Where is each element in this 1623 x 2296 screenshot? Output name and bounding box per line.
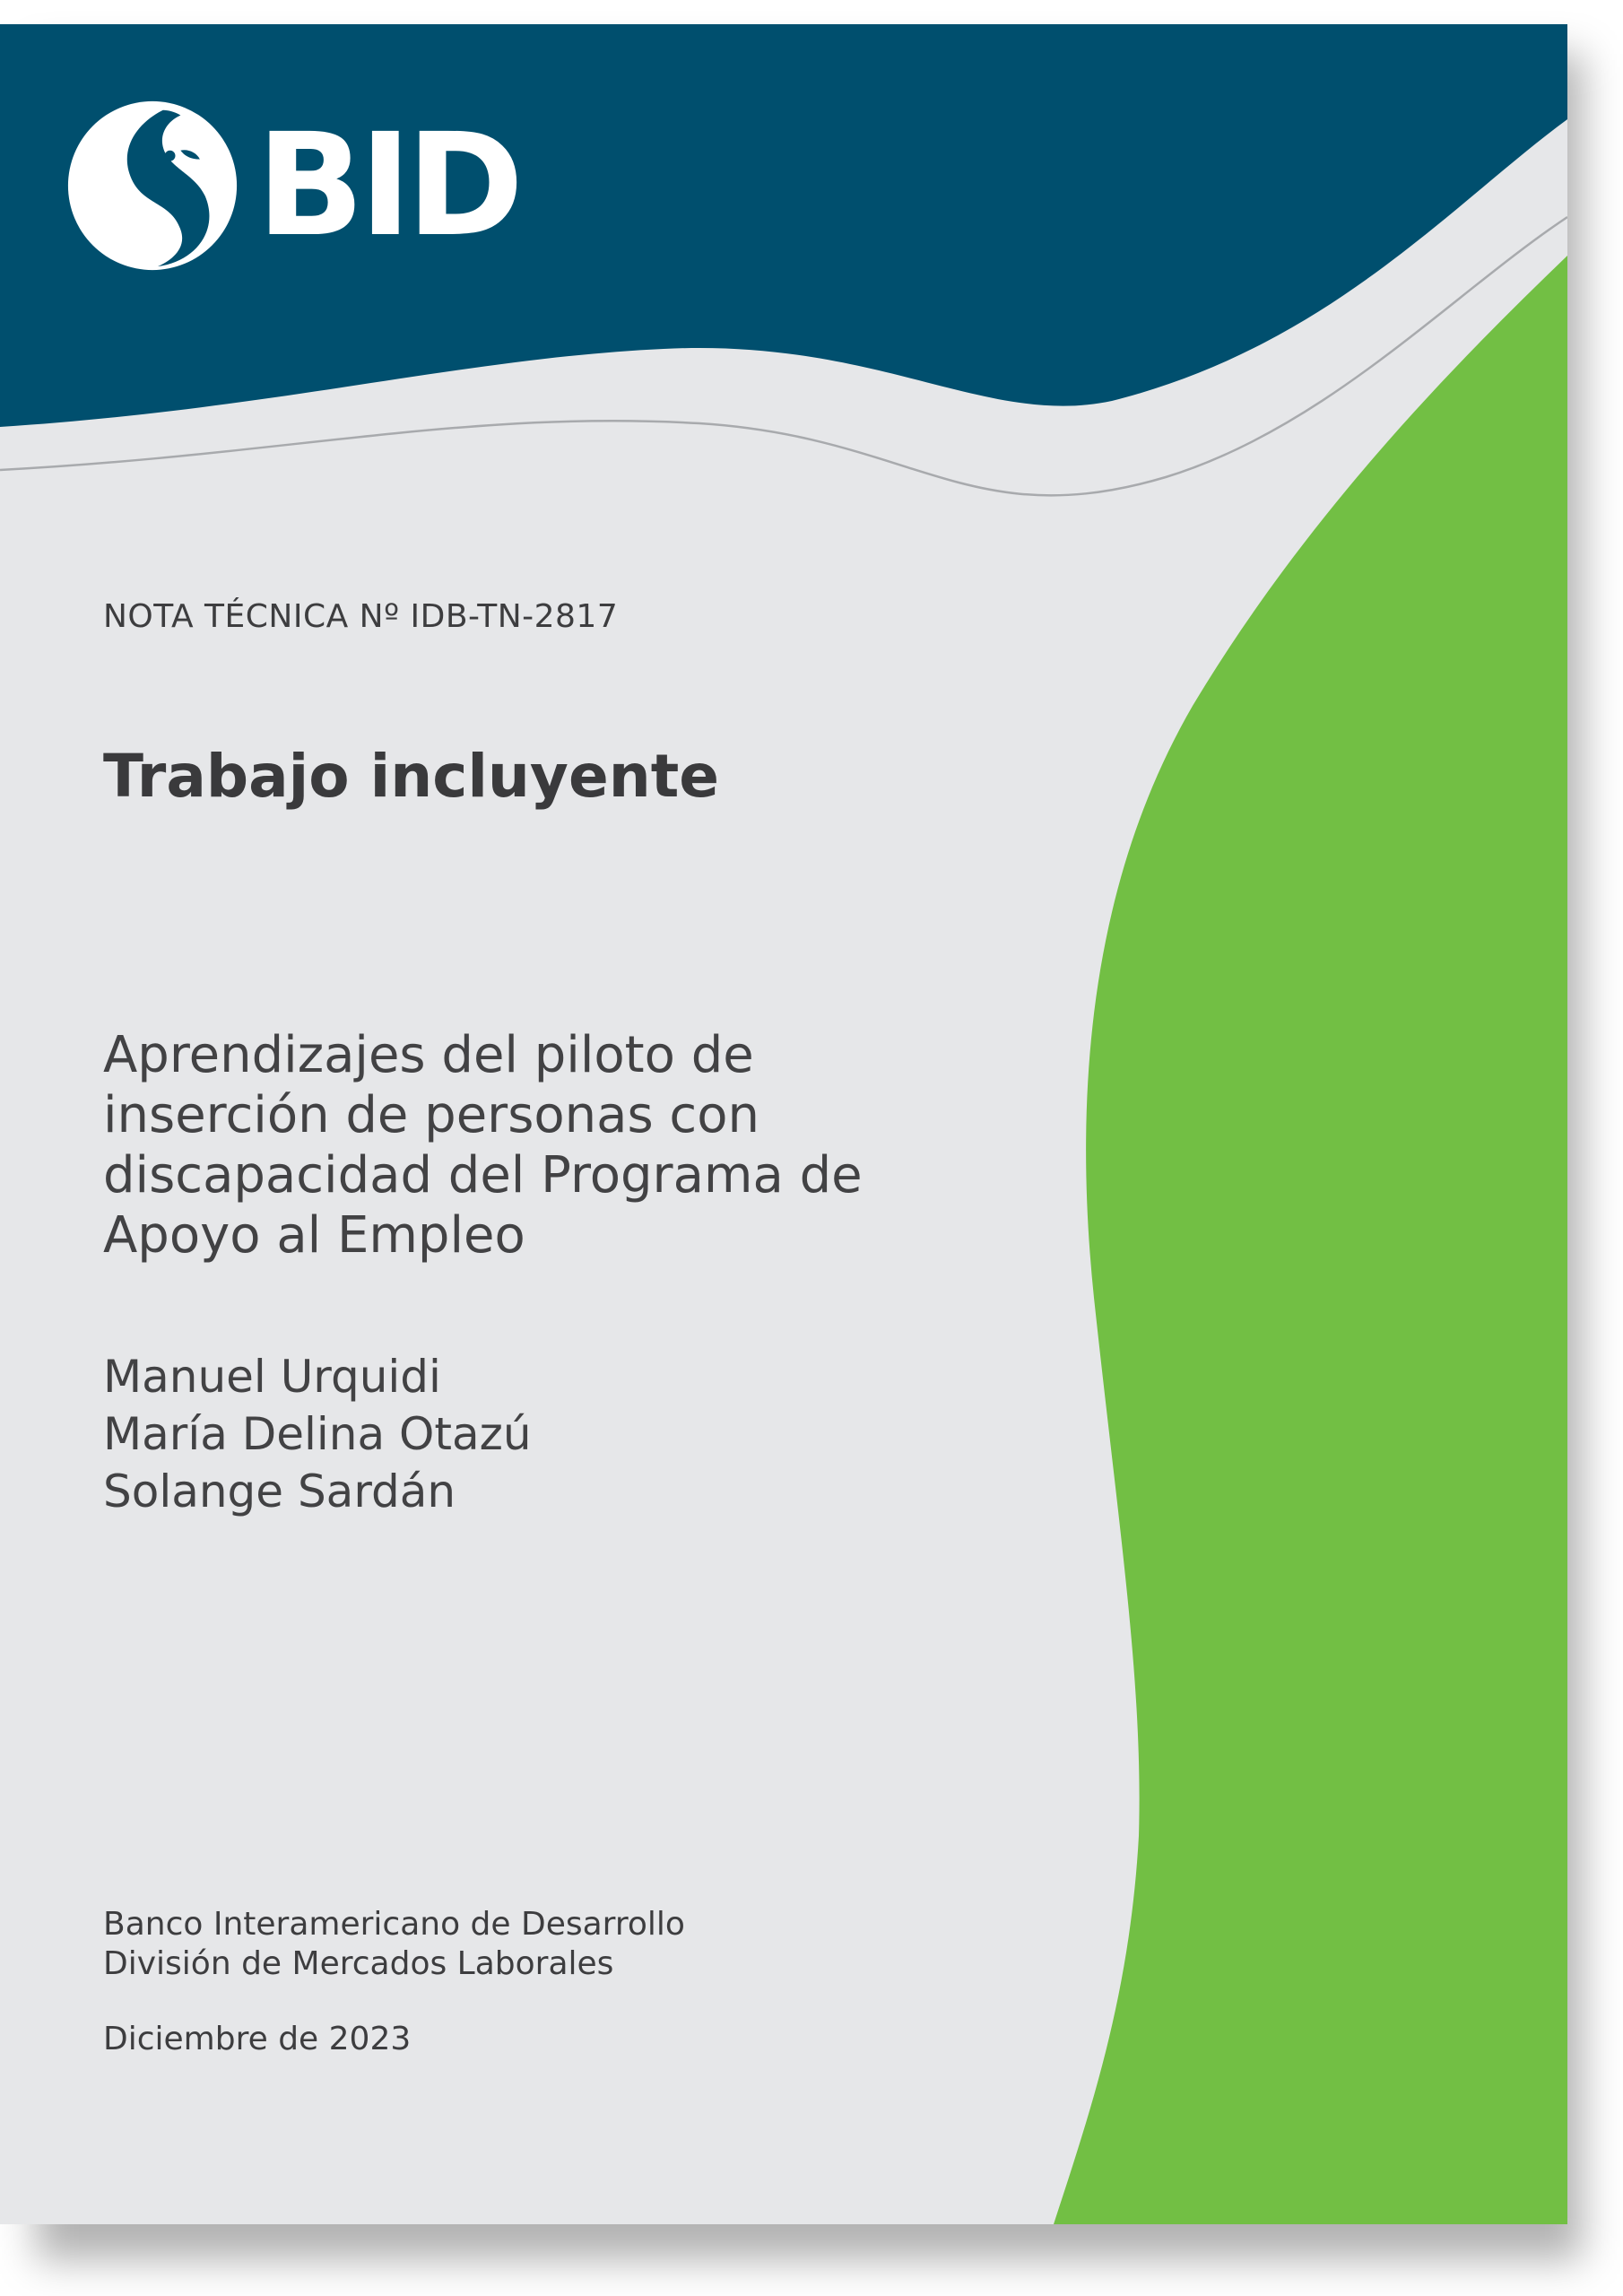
document-title: Trabajo incluyente [103,742,720,811]
subtitle-line: inserción de personas con [103,1086,759,1144]
subtitle-line: Aprendizajes del piloto de [103,1026,754,1084]
americas-globe-icon [65,98,240,274]
author-name: Solange Sardán [103,1465,456,1518]
publisher-block [103,1905,685,1984]
green-side-shape [1054,256,1567,2224]
subtitle-line: Apoyo al Empleo [103,1206,525,1265]
publisher-line: División de Mercados Laborales [103,1945,614,1982]
author-name: María Delina Otazú [103,1408,532,1460]
bid-logo [65,96,518,275]
subtitle-line: discapacidad del Programa de [103,1146,863,1205]
technical-note-number: NOTA TÉCNICA Nº IDB-TN-2817 [103,598,619,635]
bid-wordmark: BID [256,103,519,268]
document-subtitle [103,1025,910,1265]
author-list [103,1348,532,1520]
publisher-line: Banco Interamericano de Desarrollo [103,1906,685,1943]
cover-page [0,24,1567,2224]
author-name: Manuel Urquidi [103,1351,441,1403]
publication-date: Diciembre de 2023 [103,2021,412,2057]
